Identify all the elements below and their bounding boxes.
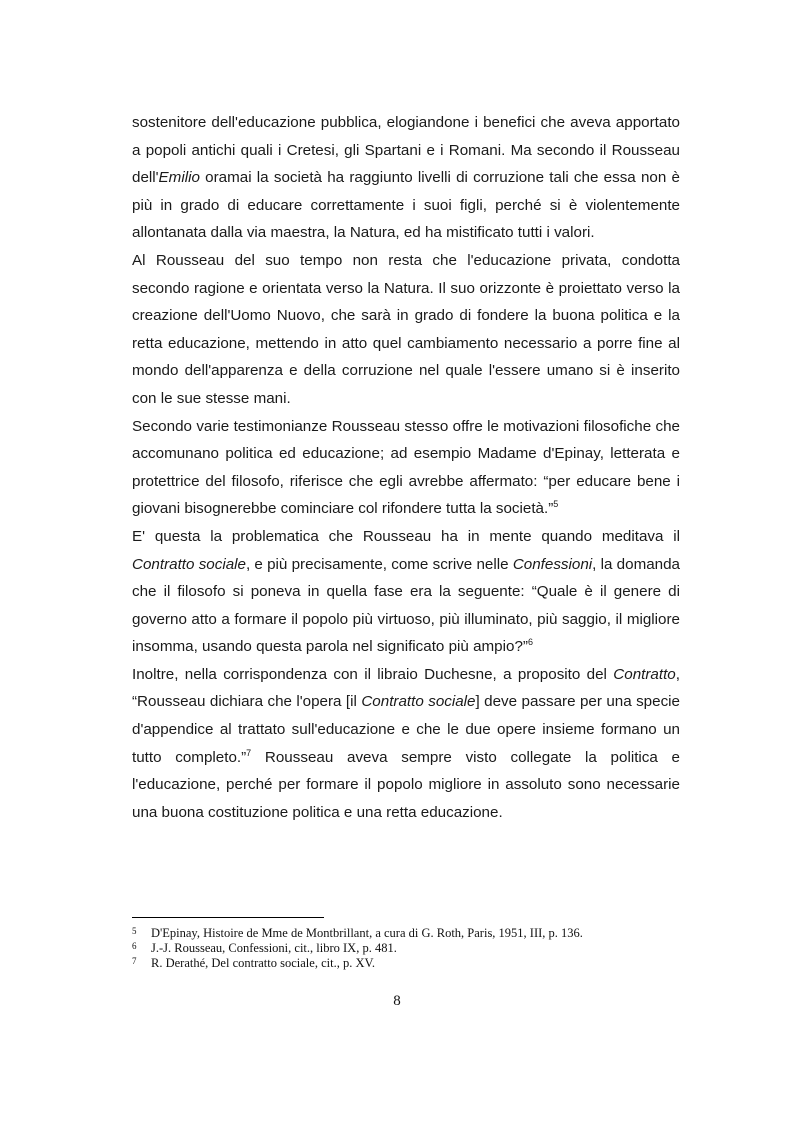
italic-title: Contratto	[613, 665, 676, 683]
text-run: E' questa la problematica che Rousseau ha in mente quando meditava il	[132, 527, 680, 545]
footnotes	[132, 926, 692, 971]
text-run: , “Rousseau dichiara che l'opera [il	[132, 665, 680, 711]
footnote	[132, 941, 692, 956]
paragraph	[132, 109, 680, 247]
text-run: sostenitore dell'educazione pubblica, elogiandone i benefici che aveva apportato a popoli antichi quali i Cretesi, gli Spartani e i Romani. Ma secondo il Rousseau dell'	[132, 114, 680, 187]
footnote-number: 7	[132, 956, 137, 966]
italic-title: Confessioni	[512, 555, 593, 573]
footnote-ref: 6	[527, 637, 533, 648]
italic-title: Emilio	[158, 169, 200, 187]
paragraph	[132, 247, 680, 413]
footnote-separator	[132, 917, 324, 918]
paragraph	[132, 523, 680, 661]
text-run: , la domanda che il filosofo si poneva in quella fase era la seguente: “Quale è il genere di governo atto a formare il popolo più virtuoso, più illuminato, più saggio, il migliore insomma, usando questa parola nel significato più ampio?”	[132, 555, 681, 656]
footnote-number: 6	[132, 941, 137, 951]
text-run: Al Rousseau del suo tempo non resta che l'educazione privata, condotta secondo ragione e orientata verso la Natura. Il suo orizzonte è proiettato verso la creazione dell'Uomo Nuovo, che sarà in grado di fondere la buona politica e la retta educazione, mettendo in atto quel cambiamento necessario a porre fine al mondo dell'apparenza e della corruzione nel quale l'essere umano si è inserito con le sue stesse mani.	[132, 251, 680, 407]
footnote-ref: 7	[246, 747, 252, 758]
text-run: Rousseau aveva sempre visto collegate la politica e l'educazione, perché per formare il popolo migliore in assoluto sono necessarie una buona costituzione politica e una retta educazione.	[132, 748, 680, 821]
text-run: oramai la società ha raggiunto livelli di corruzione tali che essa non è più in grado di educare correttamente i suoi figli, perché si è violentemente allontanata dalla via maestra, la Natura, ed ha mistificato tutti i valori.	[132, 169, 680, 242]
footnote-ref: 5	[553, 499, 559, 510]
text-run: , e più precisamente, come scrive nelle	[245, 555, 513, 573]
text-run: Secondo varie testimonianze Rousseau stesso offre le motivazioni filosofiche che accomunano politica ed educazione; ad esempio Madame d'Epinay, letterata e protettrice del filosofo, riferisce che egli avrebbe affermato: “per educare bene i giovani bisognerebbe cominciare col rifondere tutta la società.”	[132, 417, 680, 518]
footnote-text: J.-J. Rousseau, Confessioni, cit., libro IX, p. 481.	[151, 941, 397, 955]
page-number: 8	[393, 993, 401, 1009]
paragraph	[132, 413, 680, 523]
footnote-text: D'Epinay, Histoire de Mme de Montbrillant, a cura di G. Roth, Paris, 1951, III, p. 136.	[151, 926, 583, 940]
footnote	[132, 926, 692, 941]
italic-title: Contratto sociale	[361, 693, 476, 711]
italic-title: Contratto sociale	[132, 555, 246, 573]
text-run: Inoltre, nella corrispondenza con il libraio Duchesne, a proposito del	[132, 665, 614, 683]
footnote	[132, 956, 692, 971]
body-text	[132, 109, 680, 826]
footnote-text: R. Derathé, Del contratto sociale, cit., p. XV.	[151, 956, 376, 970]
paragraph	[132, 661, 680, 827]
text-run: ] deve passare per una specie d'appendice al trattato sull'educazione e che le due opere insieme formano un tutto completo.”	[132, 693, 680, 766]
footnote-number: 5	[132, 926, 137, 936]
